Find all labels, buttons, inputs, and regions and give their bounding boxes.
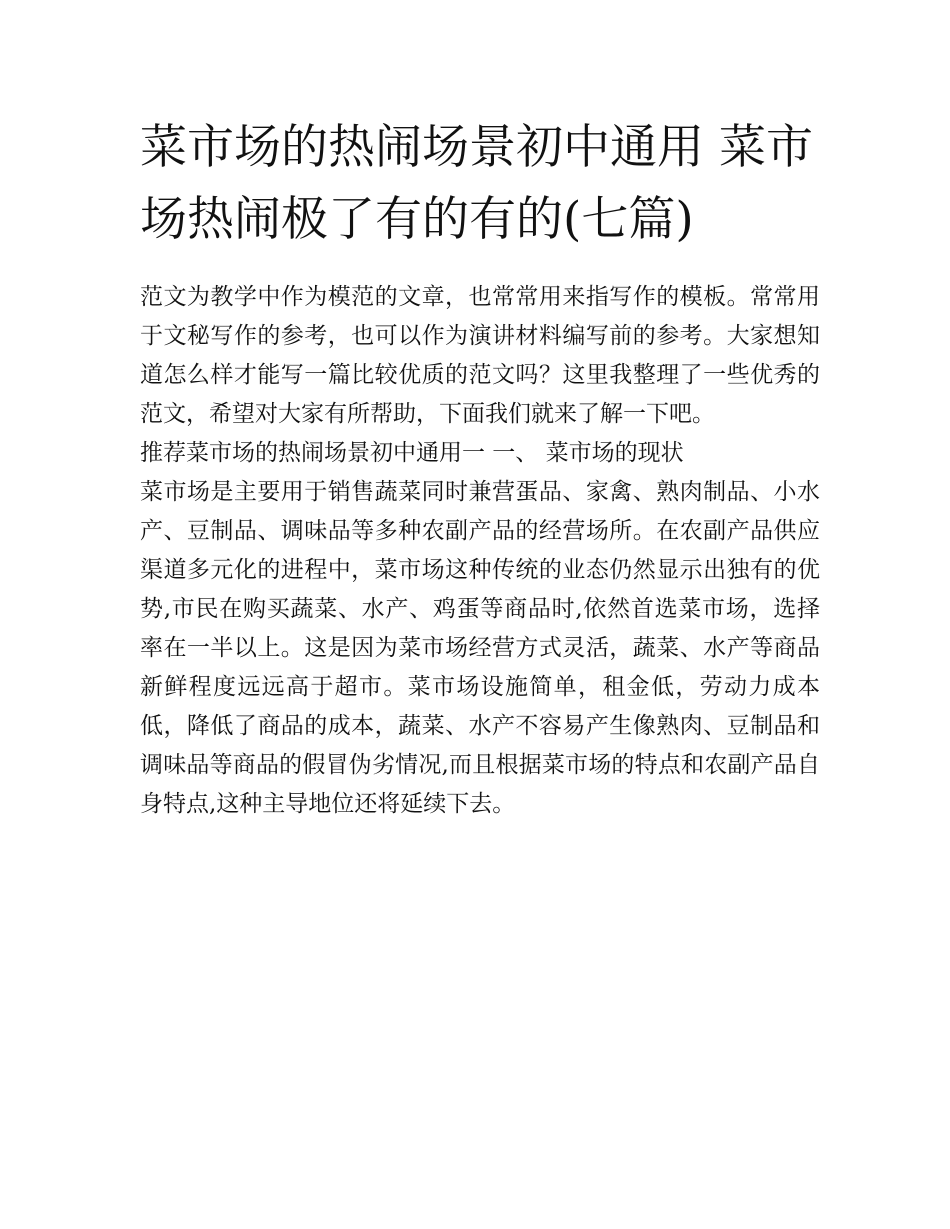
- section-heading: 推荐菜市场的热闹场景初中通用一 一、 菜市场的现状: [140, 440, 684, 466]
- document-page: [140, 112, 820, 824]
- body-paragraph: 菜市场是主要用于销售蔬菜同时兼营蛋品、家禽、熟肉制品、小水产、豆制品、调味品等多种农副产品的经营场所。在农副产品供应渠道多元化的进程中，菜市场这种传统的业态仍然显示出独有的优势,市民在购买蔬菜、水产、鸡蛋等商品时,依然首选菜市场，选择率在一半以上。这是因为菜市场经营方式灵活，蔬菜、水产等商品新鲜程度远远高于超市。菜市场设施简单，租金低，劳动力成本低，降低了商品的成本，蔬菜、水产不容易产生像熟肉、豆制品和调味品等商品的假冒伪劣情况,而且根据菜市场的特点和农副产品自身特点,这种主导地位还将延续下去。: [140, 479, 820, 817]
- document-title: 菜市场的热闹场景初中通用 菜市场热闹极了有的有的(七篇): [140, 120, 813, 247]
- intro-paragraph: 范文为教学中作为模范的文章，也常常用来指写作的模板。常常用于文秘写作的参考，也可以作为演讲材料编写前的参考。大家想知道怎么样才能写一篇比较优质的范文吗？这里我整理了一些优秀的范文，希望对大家有所帮助，下面我们就来了解一下吧。: [140, 284, 820, 427]
